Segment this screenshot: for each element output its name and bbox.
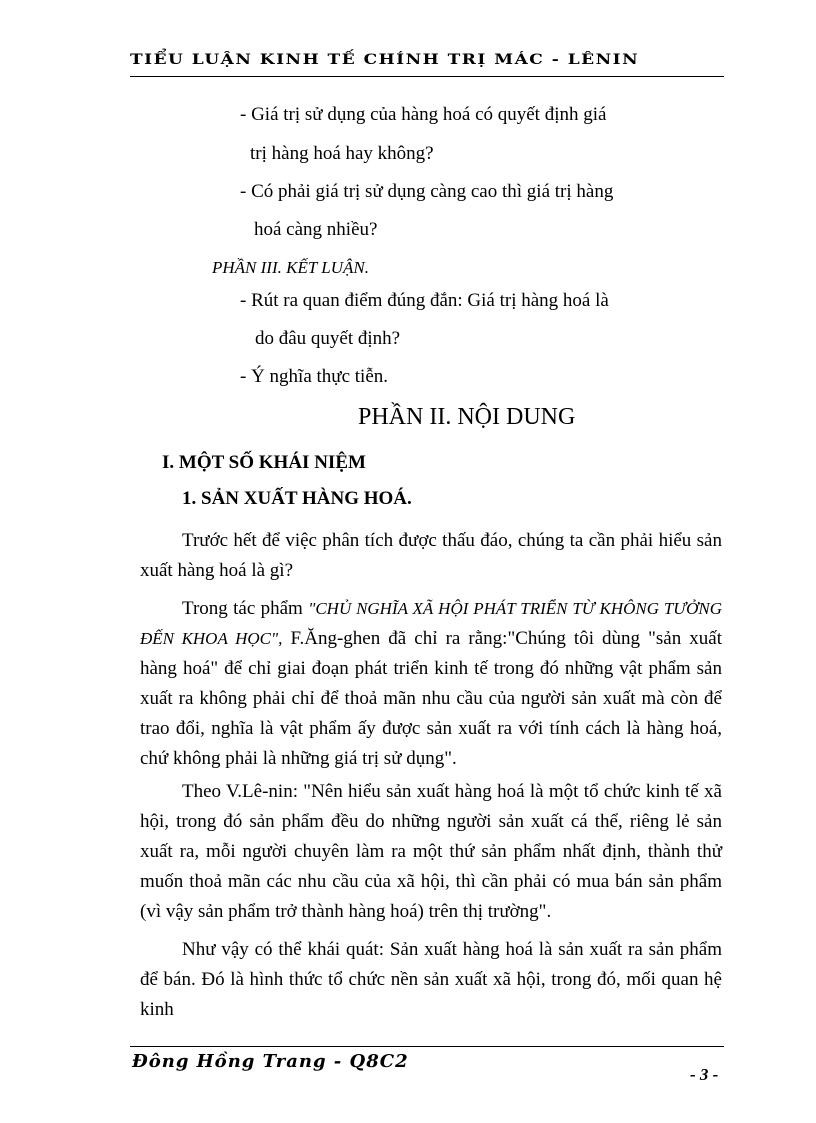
heading-1: I. MỘT SỐ KHÁI NIỆM — [162, 452, 366, 473]
work-title: "CHỦ NGHĨA XÃ HỘI PHÁT TRIỂN TỪ KHÔNG TƯỞNG ĐẾN KHOA HỌC", — [140, 599, 722, 648]
paragraph-1-text: Trước hết để việc phân tích được thấu đáo, chúng ta cần phải hiểu sản xuất hàng hoá là gì? — [140, 530, 722, 581]
outline-item-2-cont: hoá càng nhiều? — [254, 219, 378, 240]
footer-rule — [130, 1046, 724, 1047]
conclusion-item-1: - Rút ra quan điểm đúng đắn: Giá trị hàng hoá là — [240, 290, 609, 311]
paragraph-2 — [140, 594, 722, 774]
paragraph-3-text: Theo V.Lê-nin: "Nên hiểu sản xuất hàng hoá là một tổ chức kinh tế xã hội, trong đó sản phẩm đều do những người sản xuất cá thể, riêng lẻ sản xuất ra, mỗi người chuyên làm ra một thứ sản phẩm nhất định, thành thử muốn thoả mãn các nhu cầu của xã hội, thì cần phải có mua bán sản phẩm (vì vậy sản phẩm trở thành hàng hoá) trên thị trường". — [140, 781, 722, 922]
running-header: TIỂU LUẬN KINH TẾ CHÍNH TRỊ MÁC - LÊNIN — [130, 52, 640, 68]
page-number: - 3 - — [690, 1065, 719, 1084]
conclusion-item-1-cont: do đâu quyết định? — [255, 328, 401, 349]
paragraph-2-lead: Trong tác phẩm — [182, 598, 309, 619]
outline-item-1: - Giá trị sử dụng của hàng hoá có quyết định giá — [240, 104, 607, 125]
heading-2: 1. SẢN XUẤT HÀNG HOÁ. — [182, 488, 412, 509]
outline-item-1-cont: trị hàng hoá hay không? — [250, 143, 434, 164]
paragraph-3 — [140, 777, 722, 927]
paragraph-2-text: F.Ăng-ghen đã chỉ ra rằng:"Chúng tôi dùng "sản xuất hàng hoá" để chỉ giai đoạn phát triển kinh tế trong đó những vật phẩm sản xuất ra không phải chỉ để thoả mãn nhu cầu của người sản xuất mà còn để trao đổi, nghĩa là vật phẩm ấy được sản xuất ra với tính cách là hàng hoá, chứ không phải là những giá trị sử dụng". — [140, 628, 722, 769]
header-rule — [130, 76, 724, 77]
conclusion-item-2: - Ý nghĩa thực tiễn. — [240, 366, 389, 387]
section-3-heading: PHẦN III. KẾT LUẬN. — [212, 258, 369, 277]
footer-author: Đông Hồng Trang - Q8C2 — [132, 1051, 409, 1072]
outline-item-2: - Có phải giá trị sử dụng càng cao thì giá trị hàng — [240, 181, 614, 202]
paragraph-4-text: Như vậy có thể khái quát: Sản xuất hàng hoá là sản xuất ra sản phẩm để bán. Đó là hình thức tổ chức nền sản xuất xã hội, trong đó, mối quan hệ kinh — [140, 939, 722, 1020]
paragraph-1 — [140, 526, 722, 586]
paragraph-4 — [140, 935, 722, 1025]
part-title: PHẦN II. NỘI DUNG — [358, 404, 576, 430]
